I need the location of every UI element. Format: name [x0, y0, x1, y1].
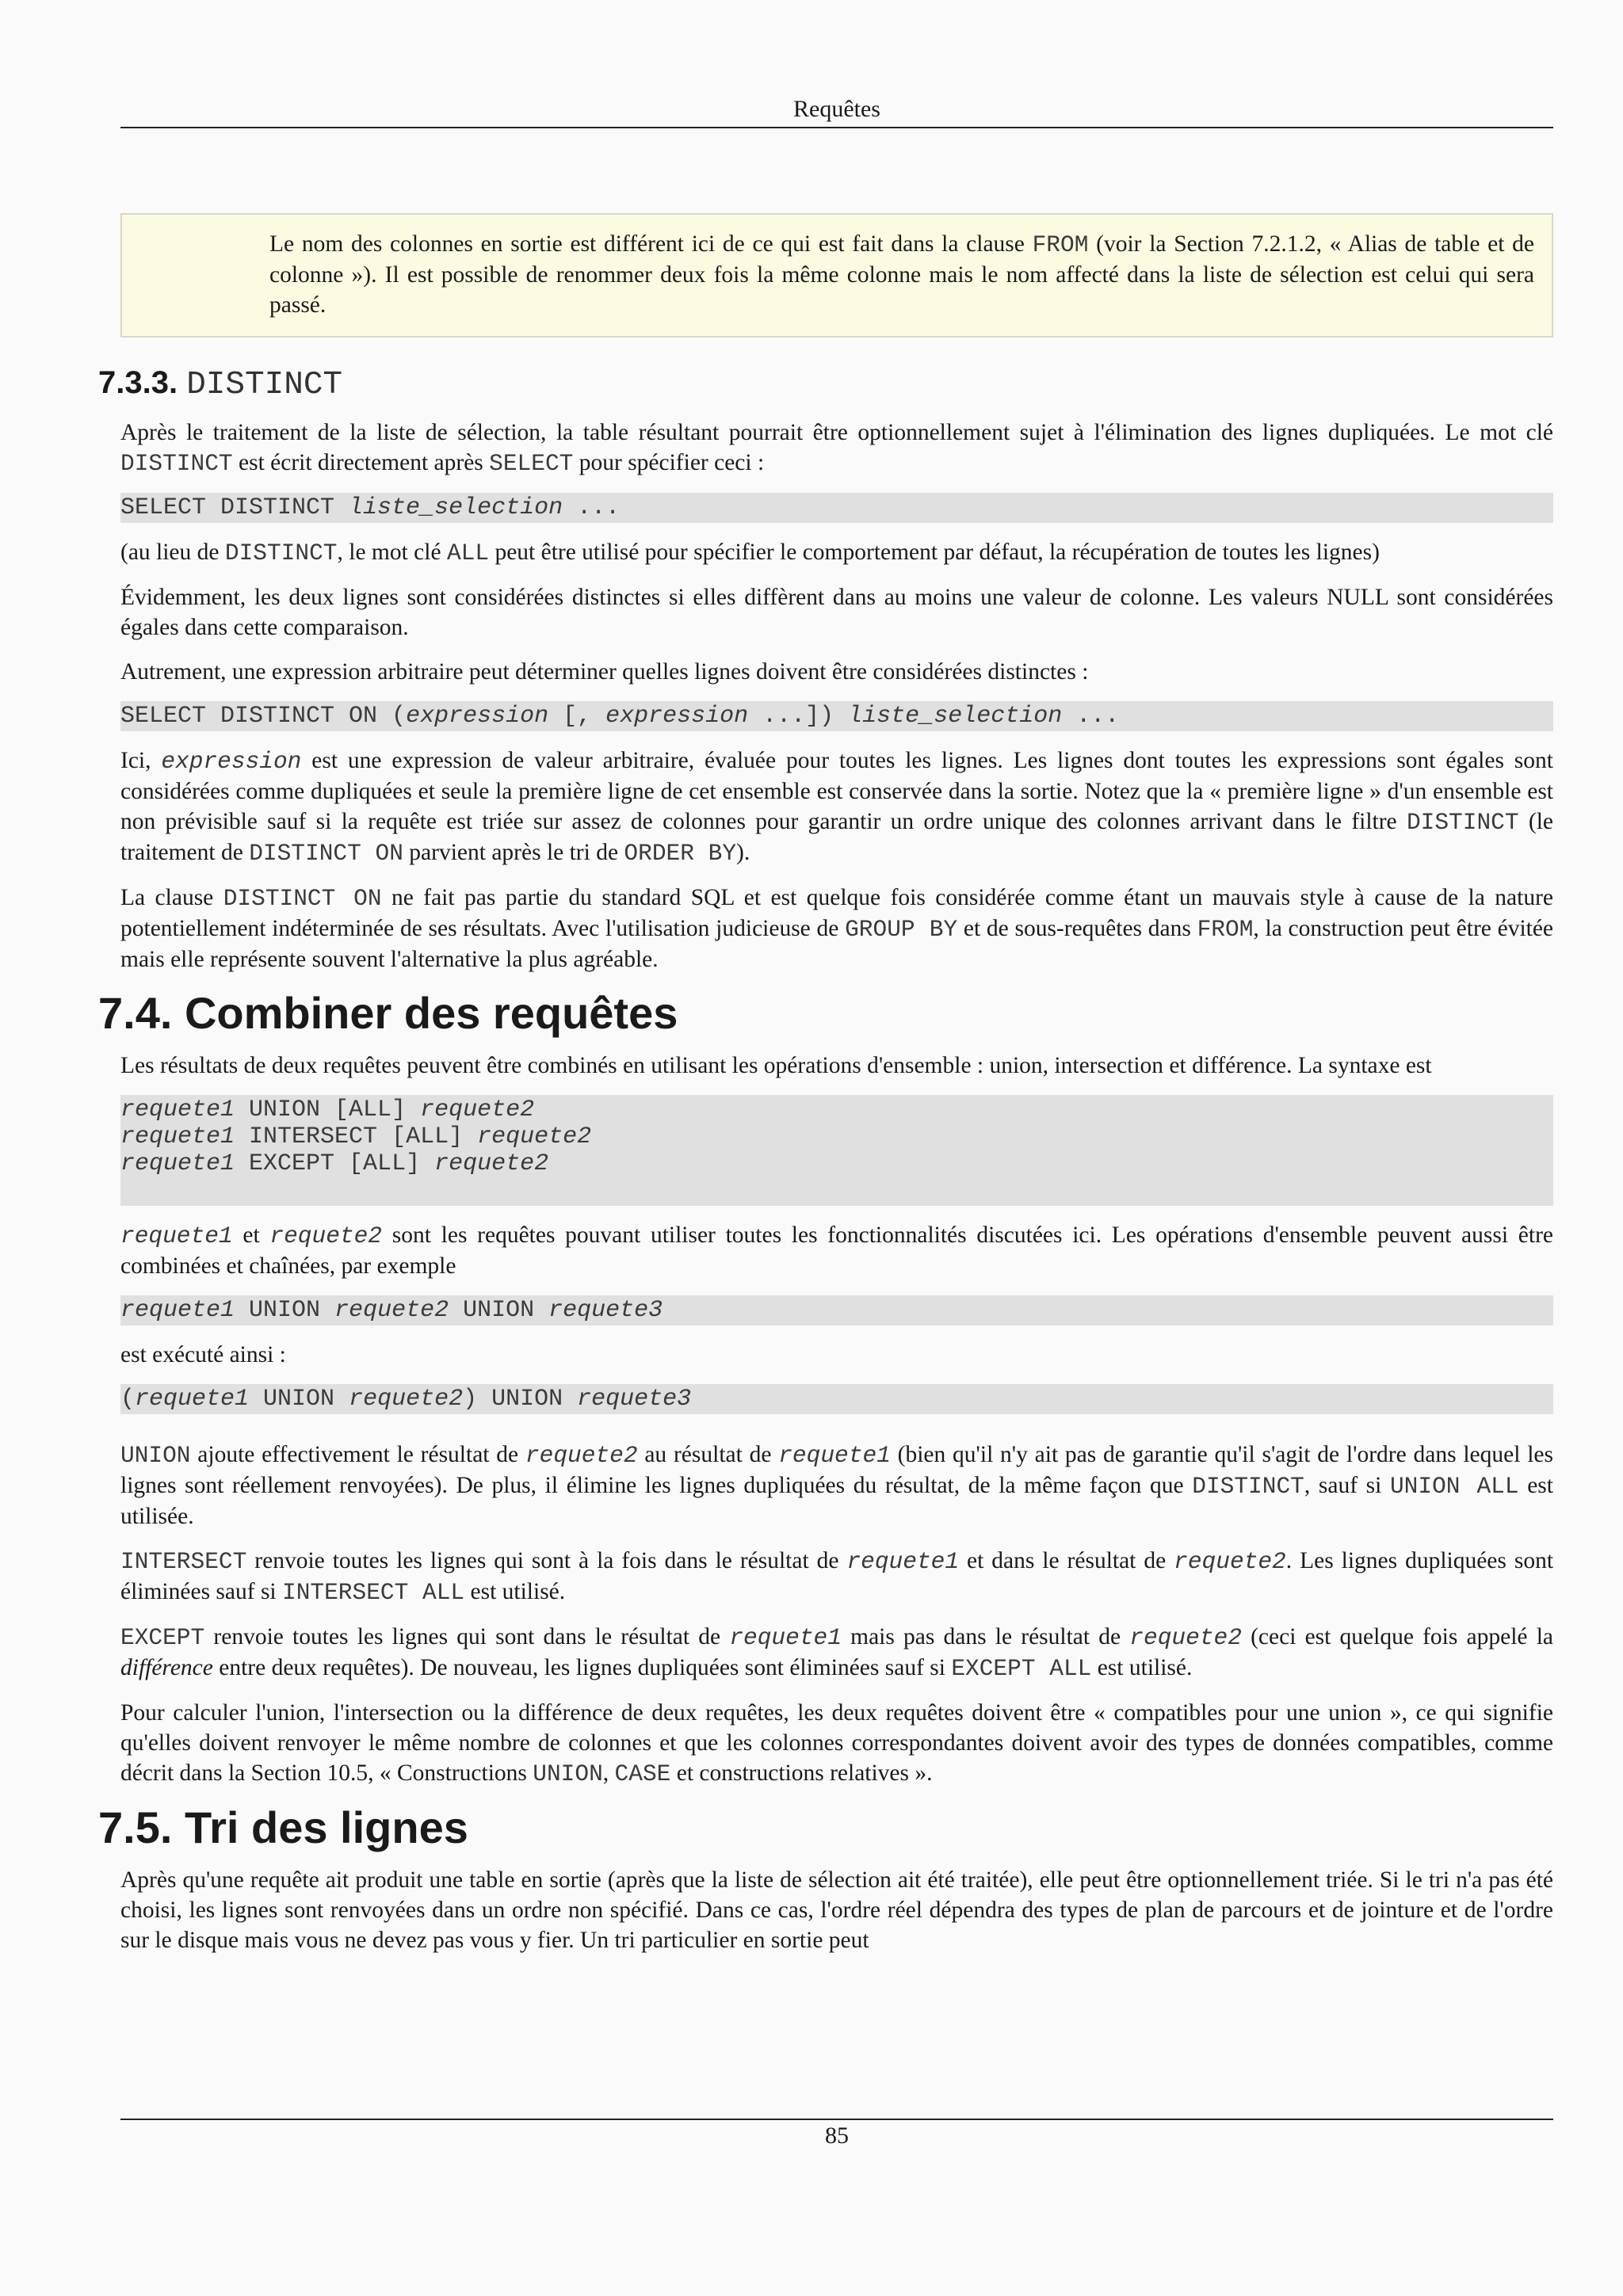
paragraph: EXCEPT renvoie toutes les lignes qui sont dans le résultat de requete1 mais pas dans le résultat de requete2 (ceci est quelque fois appelé la différence entre deux requêtes). De nouveau, les lignes dupliquées sont éliminées sauf si EXCEPT ALL est utilisé.: [120, 1624, 1553, 1682]
paragraph: Après le traitement de la liste de sélection, la table résultant pourrait être optionnellement sujet à l'élimination des lignes dupliquées. Le mot clé DISTINCT est écrit directement après SELECT pour spécifier ceci :: [120, 420, 1553, 477]
section-heading-7-3-3: 7.3.3. DISTINCT: [98, 365, 343, 403]
code-block: SELECT DISTINCT liste_selection ...: [120, 493, 1553, 523]
paragraph: Ici, expression est une expression de valeur arbitraire, évaluée pour toutes les lignes. Les lignes dont toutes les expressions sont égales sont considérées comme dupliquées et seule la première ligne de cet ensemble est conservée dans la sortie. Notez que la « première ligne » d'un ensemble est non prévisible sauf si la requête est triée sur assez de colonnes pour garantir un ordre unique des colonnes arrivant dans le filtre DISTINCT (le traitement de DISTINCT ON parvient après le tri de ORDER BY).: [120, 748, 1553, 867]
code-block: SELECT DISTINCT ON (expression [, expression ...]) liste_selection ...: [120, 701, 1553, 731]
page-number: 85: [825, 2122, 849, 2149]
spacer: [120, 1428, 1553, 1440]
paragraph: La clause DISTINCT ON ne fait pas partie du standard SQL et est quelque fois considérée comme étant un mauvais style à cause de la nature potentiellement indéterminée de ses résultats. Avec l'utilisation judicieuse de GROUP BY et de sous-requêtes dans FROM, la construction peut être évitée mais elle représente souvent l'alternative la plus agréable.: [120, 885, 1554, 972]
paragraph: est exécuté ainsi :: [120, 1342, 286, 1367]
section-heading-7-4: 7.4. Combiner des requêtes: [98, 988, 678, 1038]
code-block: requete1 UNION [ALL] requete2 requete1 INTERSECT [ALL] requete2 requete1 EXCEPT [ALL] requete2: [120, 1095, 1553, 1206]
inline-code: FROM: [1032, 231, 1089, 258]
paragraph: (au lieu de DISTINCT, le mot clé ALL peut être utilisé pour spécifier le comportement par défaut, la récupération de toutes les lignes): [120, 540, 1380, 566]
paragraph: Autrement, une expression arbitraire peut déterminer quelles lignes doivent être considérées distinctes :: [120, 659, 1089, 685]
paragraph: INTERSECT renvoie toutes les lignes qui sont à la fois dans le résultat de requete1 et dans le résultat de requete2. Les lignes dupliquées sont éliminées sauf si INTERSECT ALL est utilisé.: [120, 1548, 1554, 1606]
paragraph: Pour calculer l'union, l'intersection ou la différence de deux requêtes, les deux requêtes doivent être « compatibles pour une union », ce qui signifie qu'elles doivent renvoyer le même nombre de colonnes et que les colonnes correspondantes doivent avoir des types de données compatibles, comme décrit dans la Section 10.5, « Constructions UNION, CASE et constructions relatives ».: [120, 1700, 1553, 1787]
paragraph: Après qu'une requête ait produit une table en sortie (après que la liste de sélection ait été traitée), elle peut être optionnellement triée. Si le tri n'a pas été choisi, les lignes sont renvoyées dans un ordre non spécifié. Dans ce cas, l'ordre réel dépendra des types de plan de parcours et de jointure et de l'ordre sur le disque mais vous ne devez pas vous y fier. Un tri particulier en sortie peut: [120, 1867, 1553, 1953]
paragraph: Évidemment, les deux lignes sont considérées distinctes si elles diffèrent dans au moins une valeur de colonne. Les valeurs NULL sont considérées égales dans cette comparaison.: [120, 585, 1553, 640]
note-text: Le nom des colonnes en sortie est différent ici de ce qui est fait dans la clause FROM (voir la Section 7.2.1.2, « Alias de table et de colonne »). Il est possible de renommer deux fois la même colonne mais le nom affecté dans la liste de sélection est celui qui sera passé.: [269, 231, 1534, 318]
code-block: (requete1 UNION requete2) UNION requete3: [120, 1384, 1553, 1414]
code-block: requete1 UNION requete2 UNION requete3: [120, 1295, 1553, 1325]
note-box: [120, 213, 1553, 338]
running-header: Requêtes: [793, 96, 880, 122]
paragraph: requete1 et requete2 sont les requêtes pouvant utiliser toutes les fonctionnalités discutées ici. Les opérations d'ensemble peuvent aussi être combinées et chaînées, par exemple: [120, 1222, 1554, 1279]
paragraph: UNION ajoute effectivement le résultat de requete2 au résultat de requete1 (bien qu'il n'y ait pas de garantie qu'il s'agit de l'ordre dans lequel les lignes sont réellement renvoyées). De plus, il élimine les lignes dupliquées du résultat, de la même façon que DISTINCT, sauf si UNION ALL est utilisée.: [120, 1442, 1553, 1529]
paragraph: Les résultats de deux requêtes peuvent être combinés en utilisant les opérations d'ensemble : union, intersection et différence. La syntaxe est: [120, 1053, 1432, 1078]
header-rule: [120, 127, 1553, 128]
section-heading-7-5: 7.5. Tri des lignes: [98, 1802, 468, 1852]
page-content: [98, 213, 1554, 1970]
